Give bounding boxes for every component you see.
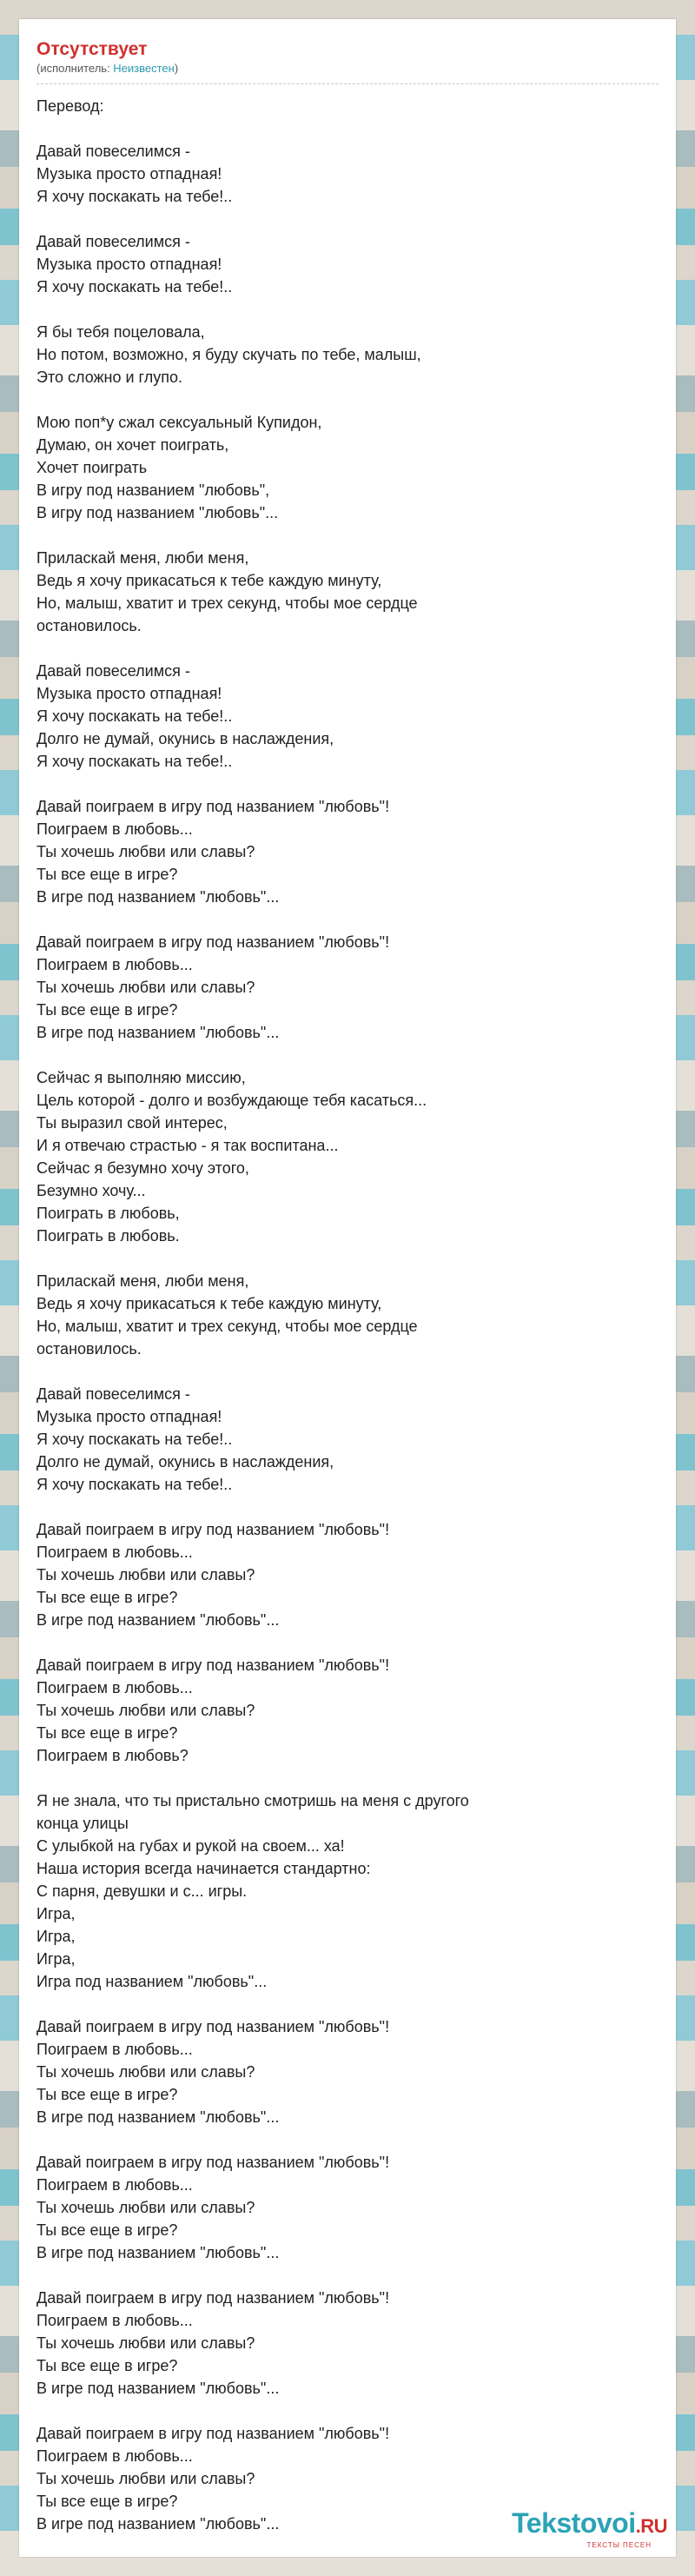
lyric-line: Поиграем в любовь...	[36, 2447, 193, 2465]
logo-name: Tekstovoi	[512, 2507, 636, 2539]
lyric-line: В игру под названием "любовь",	[36, 481, 270, 499]
site-logo[interactable]	[485, 2508, 667, 2550]
lyric-line: В игре под названием "любовь"...	[36, 1611, 280, 1629]
lyric-line: И я отвечаю страстью - я так воспитана...	[36, 1137, 339, 1154]
lyric-line: Поиграть в любовь,	[36, 1205, 180, 1222]
lyric-line: Давай поиграем в игру под названием "любовь"!	[36, 2018, 390, 2035]
lyric-line: Музыка просто отпадная!	[36, 1408, 222, 1425]
lyric-line: Давай повеселимся -	[36, 662, 190, 680]
lyric-line: Но, малыш, хватит и трех секунд, чтобы мое сердце	[36, 594, 418, 612]
lyric-line: Ты хочешь любви или славы?	[36, 1702, 255, 1719]
lyric-line: Ведь я хочу прикасаться к тебе каждую минуту,	[36, 572, 382, 589]
lyric-line: Ты хочешь любви или славы?	[36, 2199, 255, 2216]
lyric-line: Я хочу поскакать на тебе!..	[36, 1431, 233, 1448]
lyric-line: Игра,	[36, 1950, 76, 1968]
lyric-line: Давай повеселимся -	[36, 143, 190, 160]
lyric-line	[36, 1767, 659, 1789]
lyric-line	[36, 2264, 659, 2287]
lyric-line	[36, 117, 659, 140]
lyric-line: Ты хочешь любви или славы?	[36, 2334, 255, 2352]
lyric-line: Безумно хочу...	[36, 1182, 146, 1199]
lyric-line: Перевод:	[36, 97, 104, 115]
lyric-line: Давай повеселимся -	[36, 233, 190, 250]
lyric-line: Музыка просто отпадная!	[36, 685, 222, 702]
lyric-line: Долго не думай, окунись в наслаждения,	[36, 730, 334, 747]
lyric-line: Сейчас я выполняю миссию,	[36, 1069, 246, 1086]
lyric-line: Я хочу поскакать на тебе!..	[36, 278, 233, 295]
lyric-line	[36, 388, 659, 411]
lyric-line: Давай поиграем в игру под названием "любовь"!	[36, 2154, 390, 2171]
lyric-line: В игру под названием "любовь"...	[36, 504, 279, 521]
lyric-line: Ты хочешь любви или славы?	[36, 2063, 255, 2081]
lyric-line: Поиграем в любовь...	[36, 1544, 193, 1561]
lyric-line	[36, 1993, 659, 2015]
lyric-line: Ты все еще в игре?	[36, 1001, 178, 1019]
lyric-line	[36, 2128, 659, 2151]
lyric-line: Наша история всегда начинается стандартно:	[36, 1860, 371, 1877]
lyric-line: Игра под названием "любовь"...	[36, 1973, 268, 1990]
lyric-line: Давай поиграем в игру под названием "любовь"!	[36, 1521, 390, 1538]
lyric-line	[36, 1496, 659, 1518]
lyric-line: Ты все еще в игре?	[36, 2493, 178, 2510]
lyric-line: Ты все еще в игре?	[36, 1589, 178, 1606]
lyric-line: Давай поиграем в игру под названием "любовь"!	[36, 2425, 390, 2442]
lyric-line	[36, 2400, 659, 2422]
lyric-line: Я хочу поскакать на тебе!..	[36, 707, 233, 725]
lyric-line: Поиграем в любовь...	[36, 2176, 193, 2194]
lyric-line: Давай повеселимся -	[36, 1385, 190, 1403]
lyric-line: Это сложно и глупо.	[36, 368, 182, 386]
lyric-line: Ты хочешь любви или славы?	[36, 843, 255, 860]
lyric-line: Я хочу поскакать на тебе!..	[36, 753, 233, 770]
lyric-line: остановилось.	[36, 1340, 142, 1358]
artist-line	[36, 61, 659, 76]
lyric-line: Приласкай меня, люби меня,	[36, 549, 249, 567]
lyric-line: С парня, девушки и с... игры.	[36, 1882, 248, 1900]
lyric-line	[36, 1631, 659, 1654]
lyric-line: В игре под названием "любовь"...	[36, 2380, 280, 2397]
lyric-line: Давай поиграем в игру под названием "любовь"!	[36, 2289, 390, 2307]
lyric-line	[36, 524, 659, 547]
lyric-line: Игра,	[36, 1928, 76, 1945]
lyric-line: Ты все еще в игре?	[36, 2357, 178, 2374]
lyric-line: В игре под названием "любовь"...	[36, 2244, 280, 2261]
lyric-line: Мою поп*у сжал сексуальный Купидон,	[36, 414, 322, 431]
lyric-line: Поиграем в любовь...	[36, 820, 193, 838]
lyric-line: Давай поиграем в игру под названием "любовь"!	[36, 798, 390, 815]
lyric-line: Но, малыш, хватит и трех секунд, чтобы мое сердце	[36, 1318, 418, 1335]
lyric-line: Думаю, он хочет поиграть,	[36, 436, 229, 454]
lyric-line: Я хочу поскакать на тебе!..	[36, 188, 233, 205]
lyric-line: Игра,	[36, 1905, 76, 1922]
lyric-line: Ты все еще в игре?	[36, 2221, 178, 2239]
lyric-line: В игре под названием "любовь"...	[36, 888, 280, 906]
artist-prefix: (исполнитель:	[36, 62, 114, 75]
lyric-line: Ведь я хочу прикасаться к тебе каждую минуту,	[36, 1295, 382, 1312]
lyric-line: Давай поиграем в игру под названием "любовь"!	[36, 1656, 390, 1674]
lyrics-text	[36, 95, 659, 2535]
lyric-line	[36, 637, 659, 660]
lyric-line: Цель которой - долго и возбуждающе тебя касаться...	[36, 1092, 427, 1109]
lyric-line: Поиграем в любовь...	[36, 956, 193, 973]
lyric-line: В игре под названием "любовь"...	[36, 2108, 280, 2126]
song-title: Отсутствует	[36, 39, 148, 59]
lyric-line	[36, 298, 659, 321]
lyric-line: Музыка просто отпадная!	[36, 165, 222, 183]
logo-tld: .RU	[635, 2515, 667, 2537]
lyric-line: Ты выразил свой интерес,	[36, 1114, 228, 1132]
lyric-line: Я не знала, что ты пристально смотришь на меня с другого	[36, 1792, 469, 1809]
lyric-line: Ты хочешь любви или славы?	[36, 979, 255, 996]
lyric-line: Поиграем в любовь...	[36, 1679, 193, 1696]
lyric-line: конца улицы	[36, 1815, 129, 1832]
lyric-line: Музыка просто отпадная!	[36, 256, 222, 273]
lyric-line	[36, 1247, 659, 1270]
lyric-line	[36, 1360, 659, 1383]
lyric-line: С улыбкой на губах и рукой на своем... ха!	[36, 1837, 345, 1855]
lyric-line: Давай поиграем в игру под названием "любовь"!	[36, 933, 390, 951]
lyric-line: Ты хочешь любви или славы?	[36, 2470, 255, 2487]
lyric-line	[36, 908, 659, 931]
lyric-line: Ты хочешь любви или славы?	[36, 1566, 255, 1583]
divider	[36, 83, 659, 84]
lyric-line: Приласкай меня, люби меня,	[36, 1272, 249, 1290]
lyric-line: Ты все еще в игре?	[36, 2086, 178, 2103]
logo-tagline: ТЕКСТЫ ПЕСЕН	[586, 2541, 652, 2549]
lyric-line: Поиграем в любовь...	[36, 2312, 193, 2329]
lyric-line: Ты все еще в игре?	[36, 866, 178, 883]
artist-suffix: )	[174, 62, 179, 75]
lyric-line: Сейчас я безумно хочу этого,	[36, 1159, 249, 1177]
lyric-line: Поиграем в любовь...	[36, 2041, 193, 2058]
lyric-line: остановилось.	[36, 617, 142, 634]
lyric-line: В игре под названием "любовь"...	[36, 2515, 280, 2533]
lyric-line	[36, 773, 659, 795]
lyric-line: Ты все еще в игре?	[36, 1724, 178, 1742]
lyric-line: Я бы тебя поцеловала,	[36, 323, 205, 341]
lyric-line: Поиграть в любовь.	[36, 1227, 180, 1245]
lyrics-card	[19, 19, 676, 2557]
artist-link[interactable]: Неизвестен	[113, 62, 175, 75]
lyric-line: Я хочу поскакать на тебе!..	[36, 1476, 233, 1493]
lyric-line	[36, 208, 659, 230]
lyric-line	[36, 1044, 659, 1066]
lyric-line: Поиграем в любовь?	[36, 1747, 189, 1764]
lyric-line: Долго не думай, окунись в наслаждения,	[36, 1453, 334, 1471]
lyric-line: Но потом, возможно, я буду скучать по тебе, малыш,	[36, 346, 421, 363]
lyric-line: Хочет поиграть	[36, 459, 148, 476]
lyric-line: В игре под названием "любовь"...	[36, 1024, 280, 1041]
